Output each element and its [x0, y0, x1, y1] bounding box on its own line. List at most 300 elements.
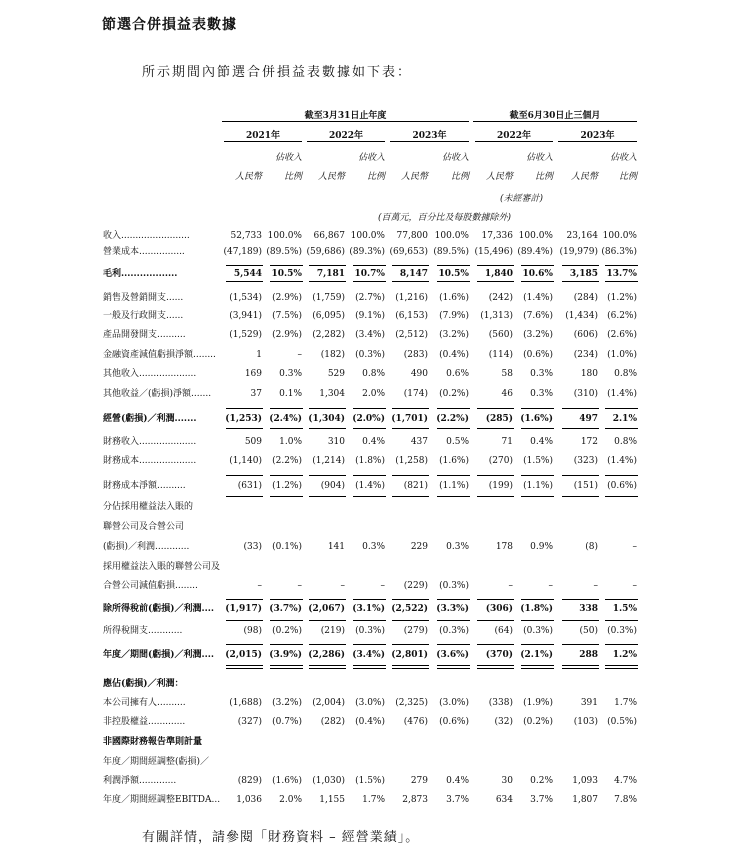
table-cell: (151)	[573, 481, 598, 491]
unit-note: (百萬元，百分比及每股數據除外)	[378, 213, 512, 223]
year-header-rule	[224, 141, 302, 142]
table-cell: (631)	[237, 481, 262, 491]
table-cell: (1.6%)	[520, 414, 553, 424]
sum-rule	[437, 408, 470, 409]
table-cell: (114)	[488, 350, 513, 360]
table-cell: –	[297, 581, 302, 591]
table-cell: 1	[256, 350, 262, 360]
sum-rule	[562, 428, 599, 429]
table-cell: 437	[410, 437, 428, 447]
sum-rule	[477, 599, 514, 600]
sum-rule	[226, 599, 263, 600]
leader-dots: .......	[174, 414, 197, 424]
table-cell: 1.7%	[362, 795, 385, 805]
table-cell: (0.2%)	[523, 717, 553, 727]
table-cell: 178	[495, 542, 513, 552]
table-cell: (1.5%)	[355, 776, 385, 786]
sum-rule	[521, 281, 554, 282]
row-label: 收入........................	[103, 231, 190, 241]
sum-rule	[521, 620, 554, 621]
table-cell: 30	[501, 776, 513, 786]
table-cell: 52,733	[230, 231, 262, 241]
row-label: 年度／期間經調整(虧損)／	[103, 757, 210, 767]
sum-rule	[226, 620, 263, 621]
sum-rule	[437, 428, 470, 429]
sum-rule	[605, 496, 638, 497]
leader-dots: ....	[201, 604, 215, 614]
sum-rule	[562, 620, 599, 621]
sum-rule	[226, 408, 263, 409]
table-cell: (6.2%)	[607, 311, 637, 321]
column-header-pct-bottom: 比例	[450, 172, 469, 182]
sum-rule	[437, 620, 470, 621]
intro-text: 所示期間內節選合併損益表數據如下表：	[142, 65, 413, 80]
table-cell: –	[548, 581, 553, 591]
column-header-pct-bottom: 比例	[534, 172, 553, 182]
sum-rule	[353, 281, 386, 282]
table-cell: 0.9%	[530, 542, 553, 552]
sum-rule	[437, 496, 470, 497]
table-cell: –	[593, 581, 598, 591]
table-cell: (338)	[488, 698, 513, 708]
table-cell: 229	[410, 542, 428, 552]
table-cell: 3,185	[569, 269, 598, 279]
table-cell: 4.7%	[614, 776, 637, 786]
table-cell: (1,534)	[229, 293, 262, 303]
table-cell: 0.3%	[530, 369, 553, 379]
table-cell: (219)	[320, 626, 345, 636]
year-header: 2022年	[328, 131, 364, 141]
table-cell: 2.0%	[279, 795, 302, 805]
row-label: 所得稅開支............	[103, 626, 183, 636]
sum-rule	[309, 265, 346, 266]
table-cell: (1,253)	[225, 414, 262, 424]
table-cell: (1.8%)	[520, 604, 553, 614]
year-header: 2023年	[412, 131, 447, 141]
sum-rule	[309, 644, 346, 645]
sum-rule	[521, 408, 554, 409]
leader-dots: ............	[155, 542, 190, 552]
sum-rule	[353, 475, 386, 476]
table-cell: 13.7%	[606, 269, 637, 279]
row-label: 財務收入....................	[103, 437, 197, 447]
table-cell: (3.2%)	[523, 330, 553, 340]
table-cell: 8,147	[399, 269, 428, 279]
table-cell: –	[380, 581, 385, 591]
sum-rule	[605, 265, 638, 266]
table-cell: (7.6%)	[523, 311, 553, 321]
table-cell: 77,800	[396, 231, 428, 241]
table-cell: 1,840	[484, 269, 513, 279]
sum-rule	[353, 665, 386, 666]
table-cell: (327)	[237, 717, 262, 727]
table-cell: (1.8%)	[355, 456, 385, 466]
sum-rule	[562, 599, 599, 600]
table-cell: (1.6%)	[272, 776, 302, 786]
leader-dots: ....................	[139, 456, 197, 466]
table-cell: (1,759)	[312, 293, 345, 303]
table-cell: (0.4%)	[355, 717, 385, 727]
sum-rule	[270, 428, 303, 429]
column-header-pct-top: 佔收入	[274, 153, 302, 163]
table-cell: (1.1%)	[439, 481, 469, 491]
row-label: 非國際財務報告準則計量	[103, 737, 203, 747]
table-cell: 391	[580, 698, 598, 708]
table-cell: (3.9%)	[269, 650, 302, 660]
table-cell: 0.3%	[530, 389, 553, 399]
table-cell: 58	[501, 369, 513, 379]
table-cell: 0.8%	[362, 369, 385, 379]
table-cell: (3.2%)	[439, 330, 469, 340]
table-cell: (270)	[488, 456, 513, 466]
sum-rule	[309, 599, 346, 600]
table-cell: (2,325)	[395, 698, 428, 708]
sum-rule	[605, 620, 638, 621]
sum-rule	[226, 265, 263, 266]
sum-rule	[270, 665, 303, 666]
sum-rule-double	[226, 668, 263, 669]
sum-rule	[605, 644, 638, 645]
table-cell: (59,686)	[306, 247, 345, 257]
year-header: 2022年	[496, 131, 532, 141]
table-cell: (2.2%)	[436, 414, 469, 424]
period-group-header: 截至6月30日止三個月	[509, 111, 601, 121]
table-cell: (0.3%)	[439, 626, 469, 636]
sum-rule	[353, 265, 386, 266]
row-label: 財務成本....................	[103, 456, 197, 466]
sum-rule	[392, 281, 429, 282]
sum-rule	[309, 408, 346, 409]
table-cell: 71	[501, 437, 513, 447]
sum-rule	[437, 599, 470, 600]
table-cell: 17,336	[481, 231, 513, 241]
sum-rule	[353, 428, 386, 429]
group-header-rule	[473, 121, 637, 122]
table-cell: 0.6%	[446, 369, 469, 379]
period-group-header: 截至3月31日止年度	[304, 111, 387, 121]
table-cell: (98)	[243, 626, 262, 636]
table-cell: (606)	[573, 330, 598, 340]
table-cell: (1,313)	[480, 311, 513, 321]
table-cell: (89.5%)	[433, 247, 469, 257]
table-cell: 66,867	[313, 231, 345, 241]
table-cell: (3,941)	[229, 311, 262, 321]
table-cell: 0.4%	[530, 437, 553, 447]
sum-rule	[437, 265, 470, 266]
table-cell: (0.4%)	[439, 350, 469, 360]
row-label: 年度／期間(虧損)／利潤....	[103, 650, 215, 660]
row-label: 產品開發開支..........	[103, 330, 186, 340]
table-cell: (3.3%)	[436, 604, 469, 614]
table-cell: 0.5%	[446, 437, 469, 447]
sum-rule	[437, 475, 470, 476]
sum-rule	[477, 265, 514, 266]
table-cell: 0.8%	[614, 369, 637, 379]
table-cell: (370)	[485, 650, 513, 660]
row-label: 其他收益／(虧損)淨額.......	[103, 389, 212, 399]
table-cell: (1,258)	[395, 456, 428, 466]
table-cell: (3.0%)	[355, 698, 385, 708]
table-cell: 100.0%	[267, 231, 302, 241]
table-cell: 180	[580, 369, 598, 379]
sum-rule	[226, 644, 263, 645]
table-cell: (2,004)	[312, 698, 345, 708]
leader-dots: ..........	[157, 481, 186, 491]
table-cell: (3.1%)	[352, 604, 385, 614]
table-cell: (306)	[485, 604, 513, 614]
column-header-pct-top: 佔收入	[441, 153, 469, 163]
sum-rule	[562, 281, 599, 282]
table-cell: (1,030)	[312, 776, 345, 786]
sum-rule	[226, 665, 263, 666]
table-cell: (0.1%)	[272, 542, 302, 552]
sum-rule	[477, 475, 514, 476]
table-cell: 0.8%	[614, 437, 637, 447]
sum-rule	[392, 265, 429, 266]
sum-rule	[605, 408, 638, 409]
row-label: 金融資產減值虧損淨額........	[103, 350, 216, 360]
table-cell: –	[297, 350, 302, 360]
sum-rule	[270, 408, 303, 409]
row-label: 財務成本淨額..........	[103, 481, 186, 491]
table-cell: (0.7%)	[272, 717, 302, 727]
table-cell: 1,093	[572, 776, 598, 786]
table-cell: 2.0%	[362, 389, 385, 399]
row-label: 分佔採用權益法入賬的	[103, 502, 194, 512]
row-label: 利潤淨額.............	[103, 776, 177, 786]
sum-rule	[309, 475, 346, 476]
sum-rule	[521, 265, 554, 266]
table-cell: 10.5%	[438, 269, 469, 279]
sum-rule	[270, 620, 303, 621]
table-cell: (86.3%)	[601, 247, 637, 257]
leader-dots: ......	[166, 311, 184, 321]
column-header-pct-bottom: 比例	[618, 172, 637, 182]
table-cell: (1,140)	[229, 456, 262, 466]
column-header-rmb: 人民幣	[317, 172, 345, 182]
table-cell: (2,286)	[308, 650, 345, 660]
sum-rule	[477, 408, 514, 409]
column-header-pct-top: 佔收入	[609, 153, 637, 163]
row-label: 銷售及營銷開支......	[103, 293, 184, 303]
table-cell: (3.4%)	[355, 330, 385, 340]
sum-rule-double	[562, 668, 599, 669]
table-cell: 100.0%	[434, 231, 469, 241]
year-header: 2021年	[245, 131, 281, 141]
sum-rule-double	[309, 668, 346, 669]
group-header-rule	[222, 121, 469, 122]
sum-rule	[521, 475, 554, 476]
table-cell: 3.7%	[530, 795, 553, 805]
table-cell: 310	[327, 437, 345, 447]
column-header-rmb: 人民幣	[485, 172, 513, 182]
leader-dots: ..................	[121, 269, 178, 279]
table-cell: (2.9%)	[272, 330, 302, 340]
table-cell: (199)	[488, 481, 513, 491]
sum-rule	[437, 644, 470, 645]
sum-rule-double	[477, 668, 514, 669]
table-cell: 288	[579, 650, 598, 660]
sum-rule	[562, 644, 599, 645]
table-cell: (6,095)	[312, 311, 345, 321]
sum-rule	[392, 665, 429, 666]
table-cell: (2,067)	[308, 604, 345, 614]
table-cell: 172	[580, 437, 598, 447]
table-cell: (1.2%)	[272, 481, 302, 491]
table-cell: (64)	[494, 626, 513, 636]
table-cell: (15,496)	[474, 247, 513, 257]
table-cell: (0.3%)	[355, 350, 385, 360]
table-cell: (2.7%)	[355, 293, 385, 303]
section-title: 節選合併損益表數據	[102, 17, 237, 33]
table-cell: (1.4%)	[523, 293, 553, 303]
sum-rule	[392, 620, 429, 621]
leader-dots: ................	[139, 247, 185, 257]
table-cell: (283)	[403, 350, 428, 360]
leader-dots: ...	[211, 795, 221, 805]
table-cell: (904)	[320, 481, 345, 491]
table-cell: (2,282)	[312, 330, 345, 340]
table-cell: (234)	[573, 350, 598, 360]
table-cell: (821)	[403, 481, 428, 491]
table-cell: (1.6%)	[439, 456, 469, 466]
table-cell: 0.1%	[279, 389, 302, 399]
sum-rule-double	[605, 668, 638, 669]
table-cell: (285)	[485, 414, 513, 424]
table-cell: 3.7%	[446, 795, 469, 805]
sum-rule	[392, 599, 429, 600]
table-cell: (2,015)	[225, 650, 262, 660]
sum-rule	[562, 408, 599, 409]
table-cell: (1.6%)	[439, 293, 469, 303]
year-header-rule	[307, 141, 385, 142]
table-cell: –	[257, 581, 262, 591]
table-cell: (229)	[403, 581, 428, 591]
sum-rule-double	[437, 668, 470, 669]
table-cell: (89.4%)	[517, 247, 553, 257]
row-label: 一般及行政開支......	[103, 311, 184, 321]
table-cell: (9.1%)	[355, 311, 385, 321]
table-cell: 497	[579, 414, 598, 424]
year-header-rule	[558, 141, 637, 142]
table-cell: (0.3%)	[607, 626, 637, 636]
table-cell: 0.4%	[446, 776, 469, 786]
table-cell: (2,512)	[395, 330, 428, 340]
sum-rule	[309, 496, 346, 497]
table-cell: (560)	[488, 330, 513, 340]
sum-rule	[562, 265, 599, 266]
table-cell: (174)	[403, 389, 428, 399]
table-cell: (8)	[585, 542, 598, 552]
column-header-pct-bottom: 比例	[283, 172, 302, 182]
leader-dots: ..........	[157, 698, 186, 708]
table-cell: 1.5%	[612, 604, 637, 614]
table-cell: (7.9%)	[439, 311, 469, 321]
sum-rule	[353, 408, 386, 409]
row-label: 年度／期間經調整EBITDA...	[103, 795, 221, 805]
sum-rule	[226, 475, 263, 476]
sum-rule	[270, 281, 303, 282]
table-cell: (0.5%)	[607, 717, 637, 727]
table-cell: (2.6%)	[607, 330, 637, 340]
sum-rule	[309, 665, 346, 666]
table-cell: (33)	[243, 542, 262, 552]
sum-rule-double	[521, 668, 554, 669]
table-cell: (0.6%)	[523, 350, 553, 360]
table-cell: (1.4%)	[607, 389, 637, 399]
table-cell: (182)	[320, 350, 345, 360]
table-cell: 10.6%	[522, 269, 553, 279]
column-header-rmb: 人民幣	[570, 172, 598, 182]
table-cell: 141	[327, 542, 345, 552]
sum-rule	[226, 428, 263, 429]
table-cell: –	[632, 581, 637, 591]
column-header-pct-bottom: 比例	[366, 172, 385, 182]
table-cell: (323)	[573, 456, 598, 466]
table-cell: (282)	[320, 717, 345, 727]
table-cell: (2.0%)	[352, 414, 385, 424]
table-cell: (2.1%)	[520, 650, 553, 660]
sum-rule	[270, 265, 303, 266]
sum-rule	[309, 281, 346, 282]
sum-rule	[521, 496, 554, 497]
row-label: 合營公司減值虧損........	[103, 581, 198, 591]
table-cell: 0.4%	[362, 437, 385, 447]
table-cell: 0.3%	[446, 542, 469, 552]
sum-rule	[477, 281, 514, 282]
table-cell: 100.0%	[602, 231, 637, 241]
year-header-rule	[475, 141, 553, 142]
table-cell: (476)	[403, 717, 428, 727]
table-cell: (3.4%)	[352, 650, 385, 660]
table-cell: (47,189)	[223, 247, 262, 257]
row-label: 營業成本................	[103, 247, 185, 257]
table-cell: 100.0%	[518, 231, 553, 241]
table-cell: (0.3%)	[439, 581, 469, 591]
table-cell: (284)	[573, 293, 598, 303]
table-cell: 7.8%	[614, 795, 637, 805]
sum-rule	[562, 475, 599, 476]
sum-rule	[477, 665, 514, 666]
table-cell: (2.9%)	[272, 293, 302, 303]
leader-dots: ......	[166, 293, 184, 303]
sum-rule	[392, 496, 429, 497]
sum-rule	[226, 496, 263, 497]
sum-rule-double	[392, 668, 429, 669]
table-cell: (103)	[573, 717, 598, 727]
table-cell: (1.0%)	[607, 350, 637, 360]
leader-dots: ........	[193, 350, 216, 360]
sum-rule	[521, 428, 554, 429]
row-label: 毛利..................	[103, 269, 178, 279]
table-cell: 0.2%	[530, 776, 553, 786]
sum-rule	[270, 644, 303, 645]
leader-dots: ....	[201, 650, 215, 660]
column-header-rmb: 人民幣	[400, 172, 428, 182]
column-header-rmb: 人民幣	[234, 172, 262, 182]
sum-rule	[392, 644, 429, 645]
table-cell: (1,917)	[225, 604, 262, 614]
leader-dots: ........................	[121, 231, 190, 241]
table-cell: (1.9%)	[523, 698, 553, 708]
leader-dots: ....................	[139, 369, 197, 379]
leader-dots: .......	[191, 389, 212, 399]
sum-rule	[605, 665, 638, 666]
row-label: (虧損)／利潤............	[103, 542, 190, 552]
table-cell: (1.1%)	[523, 481, 553, 491]
table-cell: (1,214)	[312, 456, 345, 466]
table-cell: (89.5%)	[266, 247, 302, 257]
